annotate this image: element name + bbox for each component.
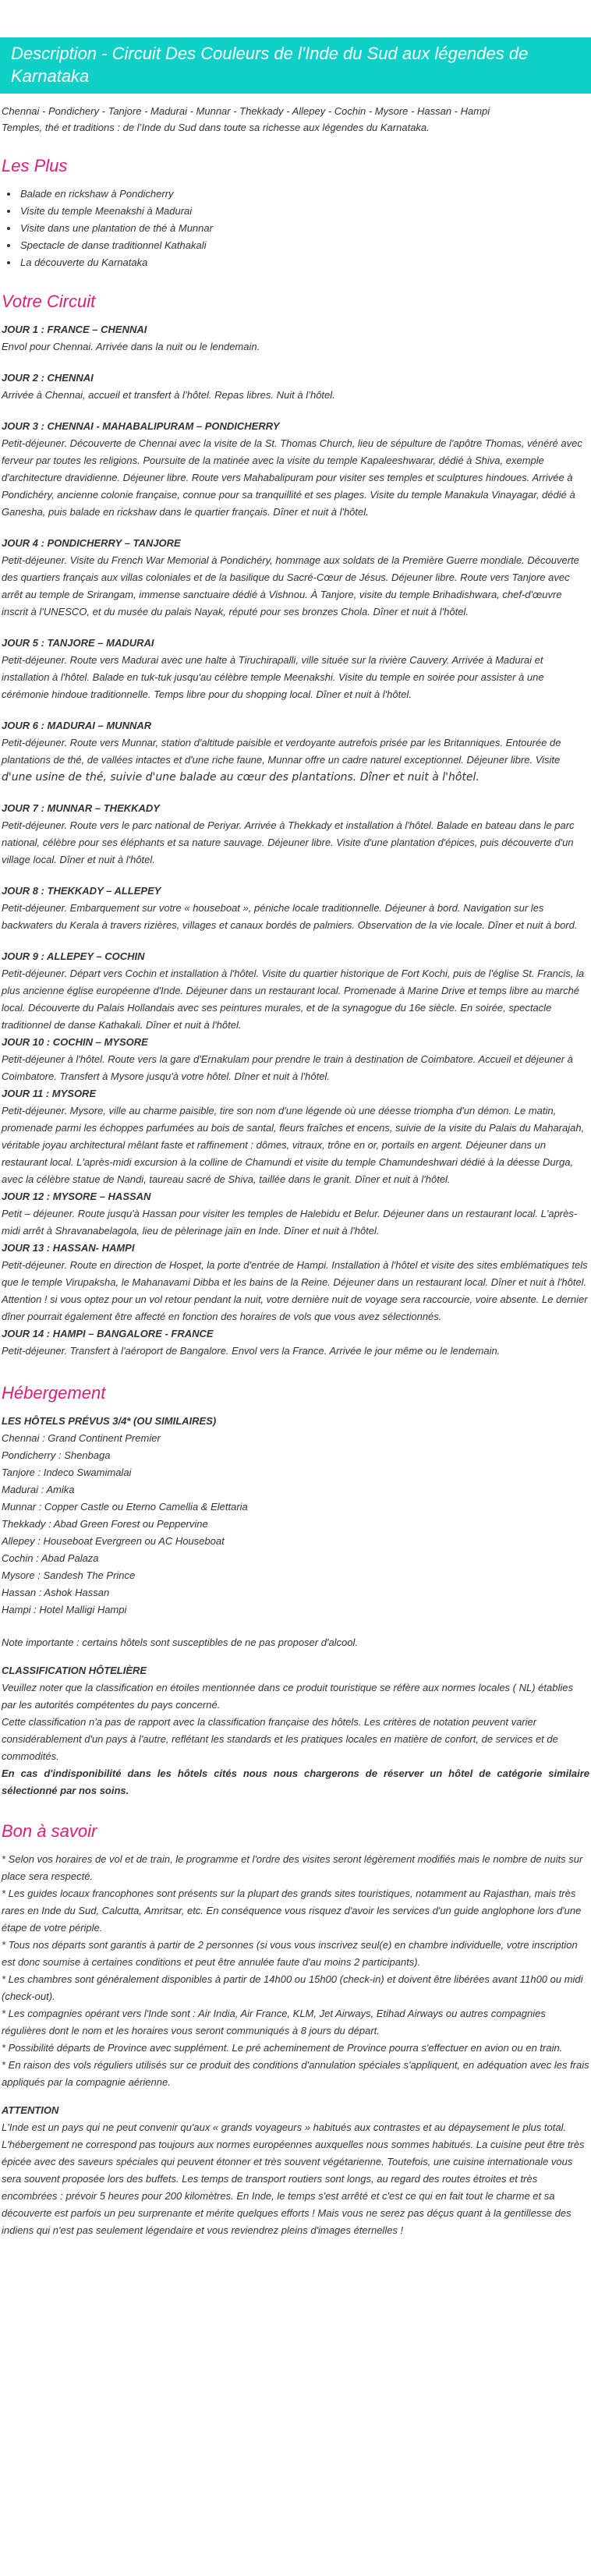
day-text: Petit-déjeuner. Route vers le parc national de Periyar. Arrivée à Thekkady et installation à l'hôtel. Balade en bateau dans le parc national, célèbre pour ses éléphants et sa nature sauvage. Déjeuner libre. Visite d'une plantation d'épices, puis découverte d'un village local. Dîner et nuit à l'hôtel.: [2, 819, 575, 865]
day-title: JOUR 3 : CHENNAI - MAHABALIPURAM – PONDICHERRY: [2, 420, 280, 432]
bon-a-savoir-list: [2, 1851, 589, 2091]
day-11: [2, 1085, 589, 1188]
intro-route: Chennai - Pondichery - Tanjore - Madurai - Munnar - Thekkady - Allepey - Cochin - Mysore - Hassan - Hampi: [2, 105, 490, 117]
intro-tagline: Temples, thé et traditions : de l’Inde du Sud dans toute sa richesse aux légendes du Karnataka.: [2, 122, 430, 133]
list-item: Allepey : Houseboat Evergreen ou AC Houseboat: [2, 1535, 225, 1547]
day-text: Envol pour Chennai. Arrivée dans la nuit ou le lendemain.: [2, 341, 260, 352]
section-heading-bon-a-savoir: Bon à savoir: [2, 1821, 97, 1841]
day-text: Petit-déjeuner. Départ vers Cochin et installation à l'hôtel. Visite du quartier historique de Fort Kochi, puis de l'église St. Francis, la plus ancienne église européenne d'Inde. Déjeuner dans un restaurant local. Promenade à Marine Drive et temps libre au marché local. Découverte du Palais Hollandais avec ses peintures murales, et de la synagogue du 16e siècle. En soirée, spectacle traditionnel de danse Kathakali. Dîner et nuit à l'hôtel.: [2, 968, 585, 1031]
day-text: Petit – déjeuner. Route jusqu'à Hassan pour visiter les temples de Halebidu et Belur. Déjeuner dans un restaurant local. L'après-midi arrêt à Shravanabelagola, lieu de pèlerinage jaïn en Inde. Dîner et nuit à l'hôtel.: [2, 1208, 578, 1237]
list-item: • Spectacle de danse traditionnel Kathakali: [19, 237, 589, 254]
list-item: Chennai : Grand Continent Premier: [2, 1432, 161, 1444]
list-item: Tanjore : Indeco Swamimalai: [2, 1467, 132, 1478]
day-text: Petit-déjeuner. Route vers Madurai avec une halte à Tiruchirapalli, ville située sur la rivière Cauvery. Arrivée à Madurai et installation à l'hôtel. Balade en tuk-tuk jusqu'au célèbre temple Meenakshi. Visite du temple en soirée pour assister à une cérémonie hindoue traditionnelle. Temps libre pour du shopping local. Dîner et nuit à l'hôtel.: [2, 654, 544, 700]
main-content: [0, 103, 591, 2239]
section-heading-hebergement: Hébergement: [2, 1383, 106, 1403]
list-item: * Les guides locaux francophones sont présents sur la plupart des grands sites touristiques, notamment au Rajasthan, mais très rares en Inde du Sud, Calcutta, Amritsar, etc. En conséquence vous risquez d'avoir les services d'un guide anglophone lors d'une étape de votre périple.: [2, 1888, 582, 1934]
list-item: Pondicherry : Shenbaga: [2, 1449, 111, 1461]
section-heading-plus: Les Plus: [2, 156, 68, 175]
list-item: * Les chambres sont généralement disponibles à partir de 14h00 ou 15h00 (check-in) et doivent être libérées avant 11h00 ou midi (check-out).: [2, 1973, 583, 2002]
day-text-main: Petit-déjeuner. Route vers Munnar, station d'altitude paisible et verdoyante autrefois prisée par les Britanniques. Entourée de plantations de thé, de vallées intactes et d'une riche faune, Munnar offre un cadre naturel exceptionnel. Déjeuner libre. Visite: [2, 737, 561, 766]
list-item: Madurai : Amika: [2, 1484, 75, 1495]
day-10: [2, 1034, 589, 1085]
day-text-tail: d'une usine de thé, suivie d'une balade au cœur des plantations. Dîner et nuit à l'hôtel.: [2, 771, 480, 784]
section-heading-circuit: Votre Circuit: [2, 292, 96, 311]
title-banner: [0, 37, 591, 94]
day-4: [2, 535, 589, 621]
plus-list: [2, 186, 589, 271]
day-title: JOUR 13 : HASSAN- HAMPI: [2, 1242, 135, 1254]
hotel-list-title: LES HÔTELS PRÉVUS 3/4* (OU SIMILAIRES): [2, 1415, 217, 1427]
list-item: Munnar : Copper Castle ou Eterno Camellia & Elettaria: [2, 1501, 248, 1513]
day-title: JOUR 7 : MUNNAR – THEKKADY: [2, 802, 160, 814]
list-item: • Visite du temple Meenakshi à Madurai: [19, 203, 589, 220]
day-text: Petit-déjeuner. Visite du French War Memorial à Pondichéry, hommage aux soldats de la Première Guerre mondiale. Découverte des quartiers français aux villas coloniales et de la basilique du Sacré-Cœur de Jésus. Déjeuner libre. Route vers Tanjore avec arrêt au temple de Srirangam, immense sanctuaire dédié à Vishnou. À Tanjore, visite du temple Brihadishwara, chef-d'œuvre inscrit à l'UNESCO, et du musée du palais Nayak, réputé pour ses bronzes Chola. Dîner et nuit à l'hôtel.: [2, 554, 579, 617]
day-title: JOUR 14 : HAMPI – BANGALORE - FRANCE: [2, 1328, 214, 1339]
classification-text: Veuillez noter que la classification en étoiles mentionnée dans ce produit touristique se réfère aux normes locales ( NL) établies par les autorités compétentes du pays concerné.: [2, 1682, 573, 1711]
day-title: JOUR 9 : ALLEPEY – COCHIN: [2, 950, 145, 962]
day-6: [2, 717, 589, 786]
day-text: Petit-déjeuner. Transfert à l'aéroport de Bangalore. Envol vers la France. Arrivée le jour même ou le lendemain.: [2, 1345, 501, 1357]
list-item: * Tous nos départs sont garantis à partir de 2 personnes (si vous vous inscrivez seul(e) en chambre individuelle, votre inscription est donc soumise à certaines conditions et peut être annulée faute d'au moins 2 participants).: [2, 1939, 578, 1968]
day-title: JOUR 8 : THEKKADY – ALLEPEY: [2, 885, 161, 897]
day-text: Petit-déjeuner. Embarquement sur votre « houseboat », péniche locale traditionnelle. Déjeuner à bord. Navigation sur les backwaters du Kerala à travers rizières, villages et canaux bordés de palmiers. Observation de la vie locale. Dîner et nuit à bord.: [2, 902, 578, 931]
hotel-list: [2, 1430, 589, 1619]
day-title: JOUR 12 : MYSORE – HASSAN: [2, 1191, 151, 1202]
day-text: [2, 734, 589, 786]
day-9: [2, 948, 589, 1034]
list-item: Hassan : Ashok Hassan: [2, 1587, 110, 1598]
day-title: JOUR 10 : COCHIN – MYSORE: [2, 1036, 148, 1048]
day-5: [2, 635, 589, 703]
day-2: [2, 370, 589, 404]
list-item: * En raison des vols réguliers utilisés sur ce produit des conditions d'annulation spéciales s'appliquent, en adéquation avec les frais appliqués par la compagnie aérienne.: [2, 2059, 589, 2088]
day-title: JOUR 4 : PONDICHERRY – TANJORE: [2, 537, 181, 549]
list-item: * Possibilité départs de Province avec supplément. Le pré acheminement de Province pourra s'effectuer en avion ou en train.: [2, 2042, 563, 2054]
list-item: Hampi : Hotel Malligi Hampi: [2, 1604, 127, 1615]
attention-text: L'Inde est un pays qui ne peut convenir qu'aux « grands voyageurs » habitués aux contrastes et au dépaysement le plus total. L'hébergement ne correspond pas toujours aux normes européennes auxquelles nous sommes habitués. La cuisine peut être très épicée avec des saveurs spéciales qui peuvent étonner et très souvent végétarienne. Toutefois, une cuisine internationale vous sera souvent proposée lors des buffets. Les temps de transport routiers sont longs, au regard des routes étroites et très encombrées : prévoir 5 heures pour 200 kilomètres. En Inde, le temps s'est arrêté et c'est ce qui en fait tout le charme et sa découverte est parfois un peu surprenante et mérite quelques efforts ! Mais vous ne serez pas déçus quant à la gentillesse des indiens qui n'est pas seulement légendaire et vous reviendrez pleins d'images éternelles !: [2, 2121, 585, 2236]
day-13: [2, 1240, 589, 1325]
day-text: Petit-déjeuner. Route en direction de Hospet, la porte d'entrée de Hampi. Installation à l'hôtel et visite des sites emblématiques tels que le temple Virupaksha, le Mahanavami Dibba et les bains de la Reine. Déjeuner dans un restaurant local. Dîner et nuit à l'hôtel.: [2, 1259, 588, 1288]
day-title: JOUR 6 : MADURAI – MUNNAR: [2, 720, 152, 731]
attention-title: ATTENTION: [2, 2104, 59, 2116]
day-text: Petit-déjeuner à l'hôtel. Route vers la gare d'Ernakulam pour prendre le train à destination de Coimbatore. Accueil et déjeuner à Coimbatore. Transfert à Mysore jusqu'à votre hôtel. Dîner et nuit à l'hôtel.: [2, 1053, 573, 1082]
page-title: Description - Circuit Des Couleurs de l'Inde du Sud aux légendes de Karnataka: [11, 44, 529, 86]
day-title: JOUR 11 : MYSORE: [2, 1088, 97, 1099]
day-12: [2, 1188, 589, 1240]
list-item: • Visite dans une plantation de thé à Munnar: [19, 220, 589, 237]
classification-text: Cette classification n'a pas de rapport avec la classification française des hôtels. Les critères de notation peuvent varier considérablement d'un pays à l'autre, reflétant les standards et les pratiques locales en matière de confort, de services et de commodités.: [2, 1716, 558, 1762]
day-title: JOUR 5 : TANJORE – MADURAI: [2, 637, 154, 649]
day-14: [2, 1325, 589, 1360]
classification-title: CLASSIFICATION HÔTELIÈRE: [2, 1665, 147, 1676]
page: [0, 37, 591, 2239]
day-text: Arrivée à Chennai, accueil et transfert à l’hôtel. Repas libres. Nuit à l’hôtel.: [2, 389, 335, 401]
intro: [2, 103, 589, 136]
list-item: • La découverte du Karnataka: [19, 254, 589, 271]
list-item: * Les compagnies opérant vers l'Inde sont : Air India, Air France, KLM, Jet Airways, Etihad Airways ou autres compagnies régulières dont le nom et les horaires vous seront communiqués à 8 jours du départ.: [2, 2008, 546, 2036]
flight-warning: Attention ! si vous optez pour un vol retour pendant la nuit, votre dernière nuit de voyage sera raccourcie, voire absente. Le dernier dîner pourrait également être affecté en fonction des horaires de vols que vous avez sélectionnés.: [2, 1293, 588, 1322]
day-title: JOUR 1 : FRANCE – CHENNAI: [2, 324, 147, 335]
day-text: Petit-déjeuner. Mysore, ville au charme paisible, tire son nom d'une légende où une déesse triompha d'un démon. Le matin, promenade parmi les échoppes parfumées au bois de santal, fleurs fraîches et encens, suivie de la visite du Palais du Maharajah, véritable joyau architectural mêlant faste et raffinement : dômes, vitraux, trône en or, portails en argent. Déjeuner dans un restaurant local. L'après-midi excursion à la colline de Chamundi et visite du temple Chamundeshwari dédié à la déesse Durga, avec la célèbre statue de Nandi, taureau sacré de Shiva, taillée dans le granit. Dîner et nuit à l'hôtel.: [2, 1105, 585, 1185]
day-3: [2, 418, 589, 521]
alcohol-note: Note importante : certains hôtels sont susceptibles de ne pas proposer d'alcool.: [2, 1637, 359, 1648]
unavailability-note: En cas d'indisponibilité dans les hôtels cités nous nous chargerons de réserver un hôtel de catégorie similaire sélectionné par nos soins.: [2, 1767, 589, 1796]
list-item: Thekkady : Abad Green Forest ou Peppervine: [2, 1518, 208, 1530]
day-7: [2, 800, 589, 869]
day-title: JOUR 2 : CHENNAI: [2, 372, 94, 384]
list-item: Mysore : Sandesh The Prince: [2, 1569, 136, 1581]
day-text: Petit-déjeuner. Découverte de Chennai avec la visite de la St. Thomas Church, lieu de sépulture de l'apôtre Thomas, vénéré avec ferveur par toutes les religions. Poursuite de la matinée avec la visite du temple Kapaleeshwarar, dédié à Shiva, exemple d'architecture dravidienne. Déjeuner libre. Route vers Mahabalipuram pour visiter ses temples et sculptures hindoues. Arrivée à Pondichéry, ancienne colonie française, connue pour sa tranquillité et ses plages. Visite du temple Manakula Vinayagar, dédié à Ganesha, puis balade en rickshaw dans le quartier français. Dîner et nuit à l'hôtel.: [2, 437, 582, 518]
list-item: * Selon vos horaires de vol et de train, le programme et l'ordre des visites seront légèrement modifiés mais le nombre de nuits sur place sera respecté.: [2, 1853, 583, 1882]
day-8: [2, 883, 589, 934]
day-1: [2, 321, 589, 356]
list-item: • Balade en rickshaw à Pondicherry: [19, 186, 589, 203]
list-item: Cochin : Abad Palaza: [2, 1552, 99, 1564]
